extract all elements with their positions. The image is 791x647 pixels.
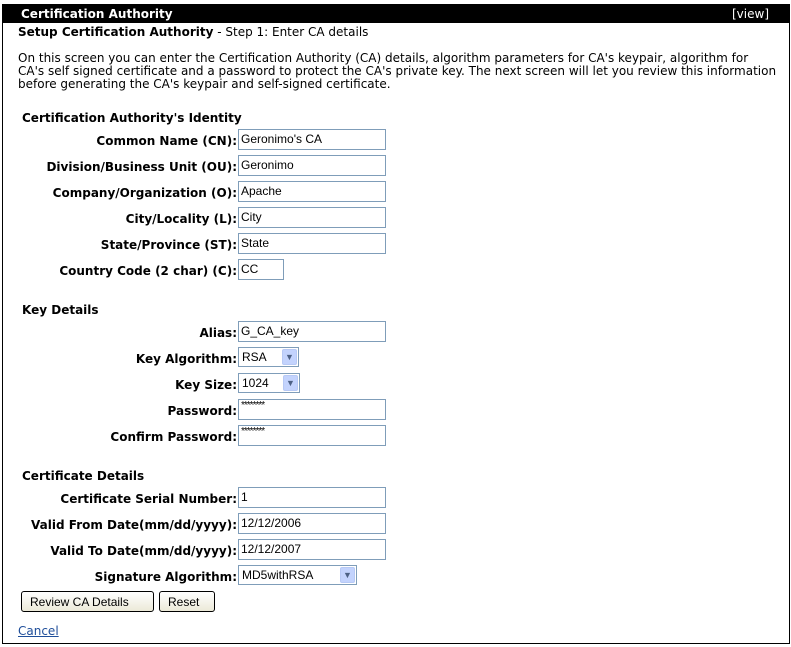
page-heading [18, 25, 368, 39]
key-size-value: 1024 [242, 376, 269, 390]
cancel-link[interactable]: Cancel [18, 624, 59, 638]
identity-section-label: Certification Authority's Identity [22, 111, 242, 125]
serial-label: Certificate Serial Number: [60, 492, 237, 506]
ou-label: Division/Business Unit (OU): [46, 160, 237, 174]
c-label: Country Code (2 char) (C): [59, 264, 237, 278]
key-size-label: Key Size: [175, 378, 237, 392]
view-link[interactable]: [view] [732, 7, 769, 21]
cn-input[interactable]: Geronimo's CA [238, 129, 386, 150]
valid-from-input[interactable]: 12/12/2006 [238, 513, 386, 534]
l-label: City/Locality (L): [125, 212, 237, 226]
password-label: Password: [167, 404, 237, 418]
o-label: Company/Organization (O): [52, 186, 237, 200]
intro-text: On this screen you can enter the Certification Authority (CA) details, algorithm parameters for CA's keypair, algorithm for CA's self signed certificate and a password to protect the CA's private key. The next screen will let you review this information before generating the CA's keypair and self-signed certificate. [18, 51, 777, 91]
cn-label: Common Name (CN): [96, 134, 237, 148]
password-input[interactable]: ******** [238, 399, 386, 420]
valid-to-input[interactable]: 12/12/2007 [238, 539, 386, 560]
signature-algorithm-select[interactable] [238, 565, 357, 585]
signature-algorithm-label: Signature Algorithm: [94, 570, 237, 584]
st-input[interactable]: State [238, 233, 386, 254]
confirm-password-input[interactable]: ******** [238, 425, 386, 446]
chevron-down-icon[interactable]: ▼ [283, 375, 298, 391]
valid-to-label: Valid To Date(mm/dd/yyyy): [50, 544, 237, 558]
alias-label: Alias: [199, 326, 237, 340]
page-title: Setup Certification Authority [18, 25, 214, 39]
valid-from-label: Valid From Date(mm/dd/yyyy): [31, 518, 237, 532]
review-ca-details-button[interactable]: Review CA Details [21, 591, 154, 612]
o-input[interactable]: Apache [238, 181, 386, 202]
l-input[interactable]: City [238, 207, 386, 228]
reset-button[interactable]: Reset [159, 591, 215, 612]
key-algorithm-value: RSA [242, 350, 267, 364]
page-step: - Step 1: Enter CA details [213, 25, 369, 39]
key-size-select[interactable] [238, 373, 300, 393]
serial-input[interactable]: 1 [238, 487, 386, 508]
c-input[interactable]: CC [238, 259, 284, 280]
cert-section-label: Certificate Details [22, 469, 145, 483]
confirm-password-label: Confirm Password: [110, 430, 237, 444]
portlet-title: Certification Authority [21, 7, 173, 21]
key-algorithm-label: Key Algorithm: [135, 352, 237, 366]
alias-input[interactable]: G_CA_key [238, 321, 386, 342]
chevron-down-icon[interactable]: ▼ [282, 349, 297, 365]
st-label: State/Province (ST): [100, 238, 237, 252]
chevron-down-icon[interactable]: ▼ [340, 567, 355, 583]
portlet-titlebar [3, 5, 789, 23]
key-section-label: Key Details [22, 303, 99, 317]
key-algorithm-select[interactable] [238, 347, 299, 367]
signature-algorithm-value: MD5withRSA [242, 568, 314, 582]
ou-input[interactable]: Geronimo [238, 155, 386, 176]
